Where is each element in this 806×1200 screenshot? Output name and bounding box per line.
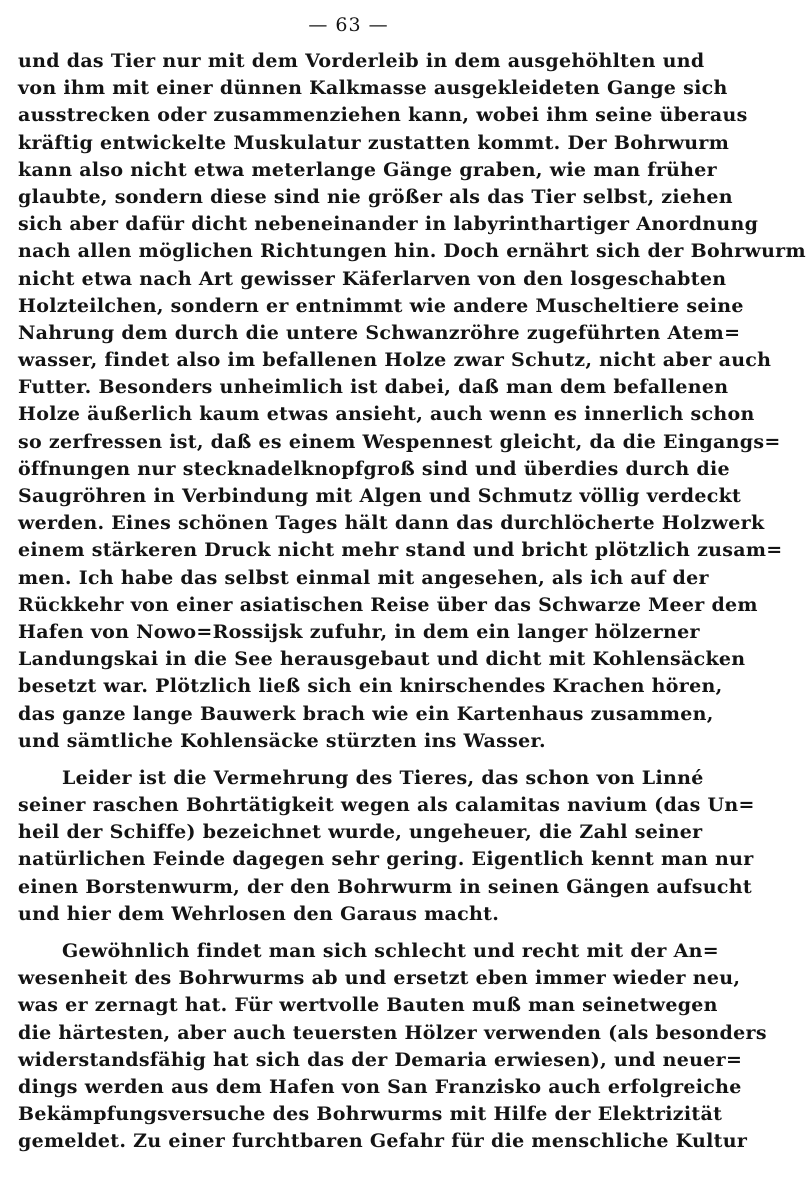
paragraph-spacer bbox=[18, 755, 676, 765]
text-line: gemeldet. Zu einer furchtbaren Gefahr für die menschliche Kultur bbox=[18, 1130, 748, 1153]
text-line: das ganze lange Bauwerk brach wie ein Kartenhaus zusammen, bbox=[18, 702, 714, 725]
text-line: und sämtliche Kohlensäcke stürzten ins Wasser. bbox=[18, 729, 546, 752]
text-line: Nahrung dem durch die untere Schwanzröhre zugeführten Atem= bbox=[18, 321, 741, 344]
text-line: von ihm mit einer dünnen Kalkmasse ausgekleideten Gange sich bbox=[18, 77, 728, 100]
text-line: Hafen von Nowo=Rossijsk zufuhr, in dem ein langer hölzerner bbox=[18, 620, 700, 643]
body-text bbox=[18, 48, 806, 1156]
text-line: ausstrecken oder zusammenziehen kann, wobei ihm seine überaus bbox=[18, 104, 748, 127]
text-line: Saugröhren in Verbindung mit Algen und Schmutz völlig verdeckt bbox=[18, 485, 742, 507]
text-line: kann also nicht etwa meterlange Gänge graben, wie man früher bbox=[18, 158, 717, 181]
paragraph-1 bbox=[18, 48, 806, 755]
text-line: natürlichen Feinde dagegen sehr gering. Eigentlich kennt man nur bbox=[18, 848, 754, 871]
text-line: glaubte, sondern diese sind nie größer als das Tier selbst, ziehen bbox=[18, 185, 733, 208]
text-line: werden. Eines schönen Tages hält dann das durchlöcherte Holzwerk bbox=[18, 512, 765, 535]
text-line: einem stärkeren Druck nicht mehr stand und bricht plötzlich zusam= bbox=[18, 539, 783, 562]
text-line: und hier dem Wehrlosen den Garaus macht. bbox=[18, 902, 500, 925]
text-line: die härtesten, aber auch teuersten Hölzer verwenden (als besonders bbox=[18, 1021, 767, 1044]
paragraph-2 bbox=[18, 765, 755, 928]
text-line: besetzt war. Plötzlich ließ sich ein knirschendes Krachen hören, bbox=[18, 675, 723, 698]
page-number: — 63 — bbox=[308, 14, 389, 36]
text-line: Landungskai in die See herausgebaut und dicht mit Kohlensäcken bbox=[18, 648, 746, 671]
text-line: was er zernagt hat. Für wertvolle Bauten muß man seinetwegen bbox=[18, 994, 718, 1017]
text-line: nach allen möglichen Richtungen hin. Doch ernährt sich der Bohrwurm bbox=[18, 240, 806, 263]
text-line: nicht etwa nach Art gewisser Käferlarven von den losgeschabten bbox=[18, 267, 727, 290]
text-line: wesenheit des Bohrwurms ab und ersetzt eben immer wieder neu, bbox=[18, 967, 741, 990]
text-line: men. Ich habe das selbst einmal mit angesehen, als ich auf der bbox=[18, 566, 709, 589]
text-line: dings werden aus dem Hafen von San Franzisko auch erfolgreiche bbox=[18, 1075, 742, 1098]
text-line: Holze äußerlich kaum etwas ansieht, auch wenn es innerlich schon bbox=[18, 403, 755, 426]
text-line: widerstandsfähig hat sich das der Demaria erwiesen), und neuer= bbox=[18, 1048, 743, 1071]
paragraph-3 bbox=[18, 938, 767, 1156]
text-line: einen Borstenwurm, der den Bohrwurm in seinen Gängen aufsucht bbox=[18, 875, 752, 898]
text-line: Gewöhnlich findet man sich schlecht und recht mit der An= bbox=[62, 940, 719, 962]
text-line: seiner raschen Bohrtätigkeit wegen als calamitas navium (das Un= bbox=[18, 794, 755, 817]
text-line: Rückkehr von einer asiatischen Reise über das Schwarze Meer dem bbox=[18, 593, 758, 616]
text-line: öffnungen nur stecknadelknopfgroß sind und überdies durch die bbox=[18, 457, 730, 480]
text-line: wasser, findet also im befallenen Holze zwar Schutz, nicht aber auch bbox=[18, 349, 772, 372]
text-line: Bekämpfungsversuche des Bohrwurms mit Hilfe der Elektrizität bbox=[18, 1103, 723, 1126]
text-line: Leider ist die Vermehrung des Tieres, das schon von Linné bbox=[62, 766, 704, 789]
text-line: heil der Schiffe) bezeichnet wurde, ungeheuer, die Zahl seiner bbox=[18, 821, 703, 844]
text-line: Futter. Besonders unheimlich ist dabei, daß man dem befallenen bbox=[18, 376, 729, 399]
text-line: Holzteilchen, sondern er entnimmt wie andere Muscheltiere seine bbox=[18, 294, 744, 317]
paragraph-spacer bbox=[18, 928, 676, 938]
text-line: sich aber dafür dicht nebeneinander in labyrinthartiger Anordnung bbox=[18, 213, 759, 236]
text-line: so zerfressen ist, daß es einem Wespennest gleicht, da die Eingangs= bbox=[18, 430, 781, 453]
text-line: kräftig entwickelte Muskulatur zustatten kommt. Der Bohrwurm bbox=[18, 131, 730, 154]
text-line: und das Tier nur mit dem Vorderleib in dem ausgehöhlten und bbox=[18, 50, 705, 72]
